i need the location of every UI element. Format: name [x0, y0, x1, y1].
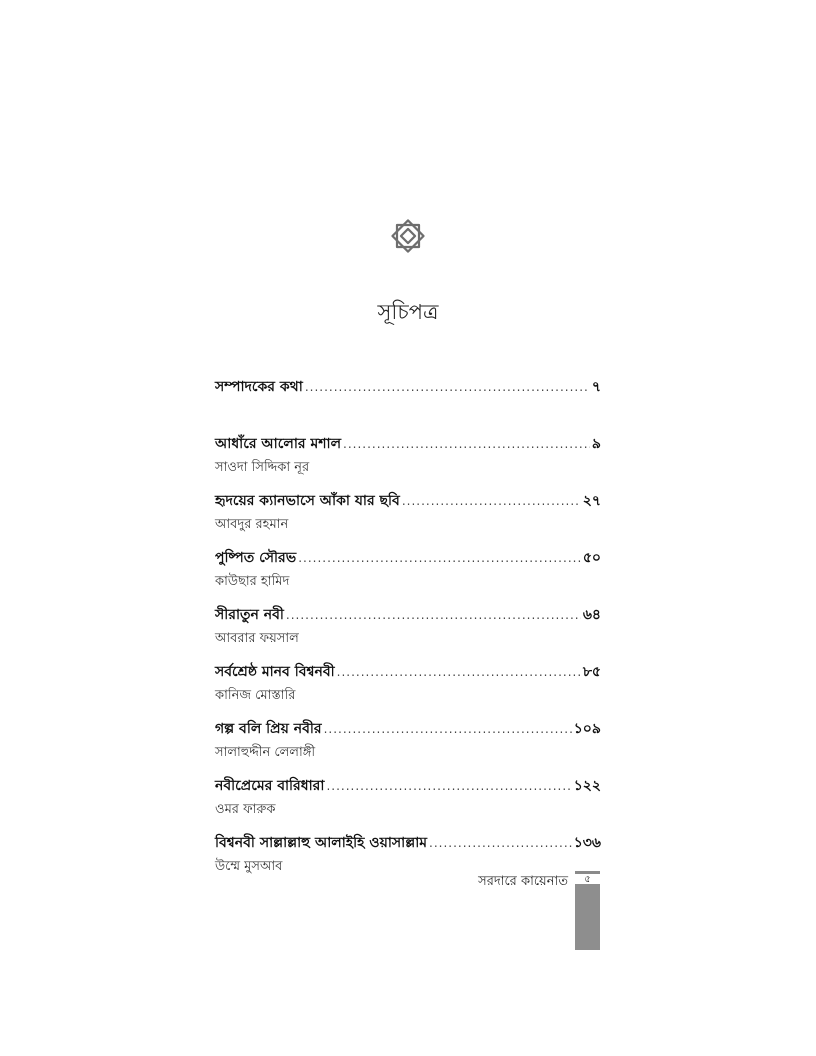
entry-page-number: ৮৫: [582, 664, 601, 680]
toc-entry[interactable]: [215, 717, 601, 774]
entry-author: ওমর ফারুক: [215, 802, 276, 817]
entry-page-number: ১২২: [573, 778, 601, 794]
toc-entry[interactable]: [215, 603, 601, 660]
entry-page-number: ৭: [591, 379, 601, 395]
dot-leader: [324, 722, 572, 736]
entry-author: [215, 401, 601, 419]
entry-title: হৃদয়ের ক্যানভাসে আঁকা যার ছবি: [215, 493, 400, 509]
page-number-tab: [575, 871, 600, 950]
entry-title: পুষ্পিত সৌরভ: [215, 550, 297, 566]
toc-entry[interactable]: [215, 546, 601, 603]
toc-entry[interactable]: [215, 660, 601, 717]
toc-title: সূচিপত্র: [377, 300, 439, 324]
dot-leader: [402, 494, 581, 508]
dot-leader: [343, 437, 590, 451]
entry-title: গল্প বলি প্রিয় নবীর: [215, 721, 322, 737]
entry-author: কানিজ মোস্তারি: [215, 688, 296, 703]
entry-page-number: ৫০: [582, 550, 601, 566]
entry-title: সীরাতুন নবী: [215, 607, 284, 623]
geometric-star-ornament-icon: [388, 216, 428, 256]
dot-leader: [337, 665, 581, 679]
entry-author: আবদুর রহমান: [215, 517, 289, 532]
dot-leader: [326, 779, 571, 793]
table-of-contents: [215, 375, 601, 888]
entry-author: আবরার ফয়সাল: [215, 631, 299, 646]
entry-author: উম্মে মুসআব: [215, 859, 283, 874]
entry-page-number: ২৭: [582, 493, 601, 509]
page-tab-bar: [575, 884, 600, 950]
entry-page-number: ৬৪: [582, 607, 601, 623]
dot-leader: [298, 551, 581, 565]
page-number: ৫: [575, 871, 600, 884]
entry-author: সালাহুদ্দীন লেলাঙ্গী: [215, 745, 316, 760]
entry-author: কাউছার হামিদ: [215, 574, 290, 589]
entry-title: আধাঁরে আলোর মশাল: [215, 436, 342, 452]
entry-page-number: ১৩৬: [573, 835, 601, 851]
toc-entry[interactable]: [215, 774, 601, 831]
dot-leader: [305, 380, 590, 394]
entry-title: নবীপ্রেমের বারিধারা: [215, 778, 325, 794]
entry-author: সাওদা সিদ্দিকা নূর: [215, 460, 310, 475]
entry-title: বিশ্বনবী সাল্লাল্লাহু আলাইহি ওয়াসাল্লাম: [215, 835, 428, 851]
entry-title: সর্বশ্রেষ্ঠ মানব বিশ্বনবী: [215, 664, 335, 680]
entry-page-number: ৯: [591, 436, 601, 452]
toc-entry[interactable]: [215, 489, 601, 546]
entry-page-number: ১০৯: [573, 721, 601, 737]
dot-leader: [429, 836, 572, 850]
dot-leader: [286, 608, 581, 622]
entry-title: সম্পাদকের কথা: [215, 379, 303, 395]
toc-entry[interactable]: [215, 432, 601, 489]
running-footer-book-title: সরদারে কায়েনাত: [478, 874, 568, 889]
toc-entry[interactable]: [215, 375, 601, 432]
